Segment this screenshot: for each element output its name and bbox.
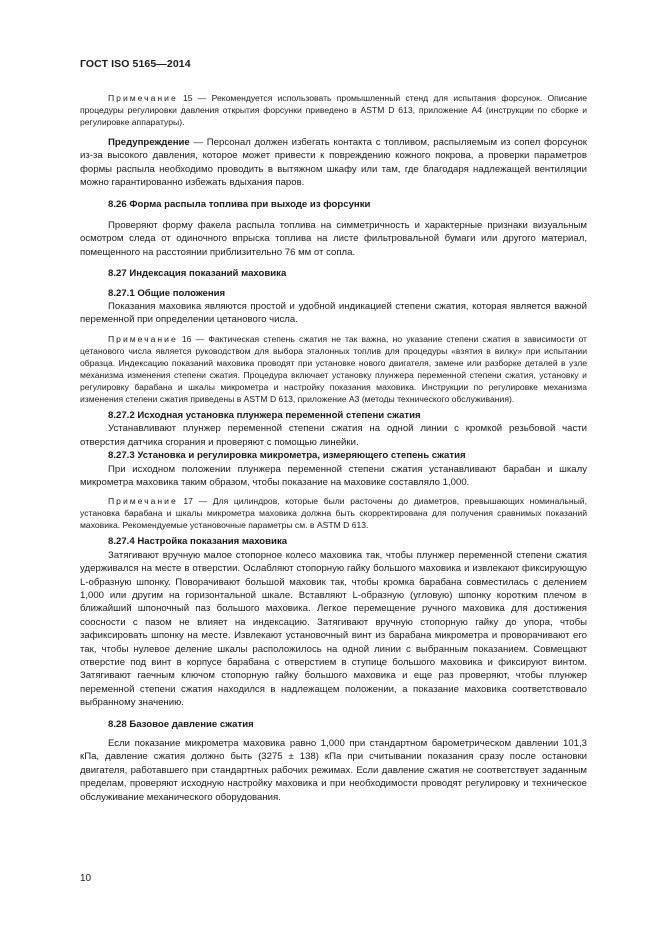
heading-8-27-1: 8.27.1 Общие положения <box>108 287 226 299</box>
paragraph-8-27-1: Показания маховика являются простой и удобной индикацией степени сжатия, которая является важной переменной при определении цетанового числа. <box>80 301 587 326</box>
paragraph-8-27-2: Устанавливают плунжер переменной степени сжатия на одной линии с кромкой резьбовой части отверстия датчика сгорания и проверяют с помощью линейки. <box>80 423 587 448</box>
document-header: ГОСТ ISO 5165—2014 <box>80 58 191 70</box>
paragraph-8-27-3: При исходном положении плунжера переменной степени сжатия устанавливают барабан и шкалу микрометра маховика таким образом, чтобы показание на маховике составляло 1,000. <box>80 463 587 488</box>
heading-8-26: 8.26 Форма распыла топлива при выходе из форсунки <box>108 198 371 210</box>
paragraph-8-26: Проверяют форму факела распыла топлива на симметричность и характерные признаки визуальным осмотром следа от одиночного впрыска топлива на листе фильтровальной бумаги или другого материал, помещенного на расстоянии приблизительно 76 мм от сопла. <box>80 220 587 258</box>
heading-8-27-3: 8.27.3 Установка и регулировка микрометра, измеряющего степень сжатия <box>108 450 466 462</box>
note-17 <box>80 495 587 531</box>
page-number: 10 <box>80 873 92 884</box>
heading-8-27-4: 8.27.4 Настройка показания маховика <box>108 536 288 548</box>
document-body <box>80 92 587 804</box>
note-16 <box>80 333 587 405</box>
note-label: Примечание <box>108 93 178 103</box>
heading-8-28: 8.28 Базовое давление сжатия <box>108 718 254 730</box>
heading-8-27-2: 8.27.2 Исходная установка плунжера переменной степени сжатия <box>108 409 421 421</box>
note-15 <box>80 92 587 128</box>
warning-paragraph <box>80 136 587 190</box>
paragraph-8-27-4: Затягивают вручную малое стопорное колесо маховика так, чтобы плунжер переменной степени сжатия удерживался на месте в отверстии. Ослабляют стопорную гайку большого маховика и извлекают фиксирующую L-образную шпонку. Поворачивают большой маховик так, чтобы кромка барабана совместилась с делением 1,000 или другим на горизонтальной шкале. Вставляют L-образную (угловую) шпонку коротким плечом в ближайший шпоночный паз большого маховика. Легкое перемещение ручного маховика для достижения соосности с пазом не влияет на индексацию. Затягивают вручную стопорную гайку до упора, чтобы зафиксировать шпонку на месте. Извлекают установочный винт из барабана микрометра и проворачивают его так, чтобы нулевое деление шкалы расположилось на одной линии с выбранным показанием. Совмещают отверстие под винт в корпусе барабана с отверстием в ступице большого маховика и фиксируют винтом. Затягивают гаечным ключом стопорную гайку большого маховика и еще раз проверяют, чтобы плунжер переменной степени сжатия находился в надлежащем положении, а показание маховика соответствовало выбранному значению. <box>80 549 587 709</box>
warning-text: — Персонал должен избегать контакта с топливом, распыляемым из сопел форсунок из-за высокого давления, которое может привести к повреждению кожного покрова, а проверки параметров формы распыла необходимо проводить в вытяжном шкафу или там, где благодаря надлежащей вентиляции можно гарантированно избежать вдыхания паров. <box>80 137 587 189</box>
note-text: 16 — Фактическая степень сжатия не так важна, но указание степени сжатия в зависимости от цетанового числа является руководством для выбора эталонных топлив для процедуры «взятия в вилку» при испытании образца. Индексацию показаний маховика проводят при установке нового двигателя, замене или разборке деталей в узле механизма изменения степени сжатия. Процедура включает установку плунжера переменной степени сжатия, установку и регулировку барабана и шкалы микрометра и настройку показания маховика. Инструкции по регулировке механизма изменения степени сжатия приведены в ASTM D 613, приложение А3 (методы технического обслуживания). <box>80 333 587 404</box>
note-label: Примечание <box>108 333 178 344</box>
warning-label: Предупреждение <box>108 137 190 148</box>
paragraph-8-28: Если показание микрометра маховика равно 1,000 при стандартном барометрическом давлении 101,3 кПа, давление сжатия должно быть (3275 ± 138) кПа при считывании показания сразу после остановки двигателя, работавшего при стандартных рабочих режимах. Если давление сжатия не соответствует заданным пределам, проверяют исходную настройку маховика и при необходимости проводят регулировку и техническое обслуживание механического оборудования. <box>80 738 587 803</box>
note-text: 17 — Для цилиндров, которые были расточены до диаметров, превышающих номинальный, установка барабана и шкалы микрометра маховика должна быть скорректирована для получения сравнимых показаний маховика. Рекомендуемые установочные параметры см. в ASTM D 613. <box>80 496 587 531</box>
heading-8-27: 8.27 Индексация показаний маховика <box>108 268 287 280</box>
note-label: Примечание <box>108 496 178 507</box>
note-text: 15 — Рекомендуется использовать промышленный стенд для испытания форсунок. Описание процедуры регулировки давления открытия форсунки приведено в ASTM D 613, приложение А4 (инструкции по сборке и регулировке аппаратуры). <box>80 93 587 127</box>
